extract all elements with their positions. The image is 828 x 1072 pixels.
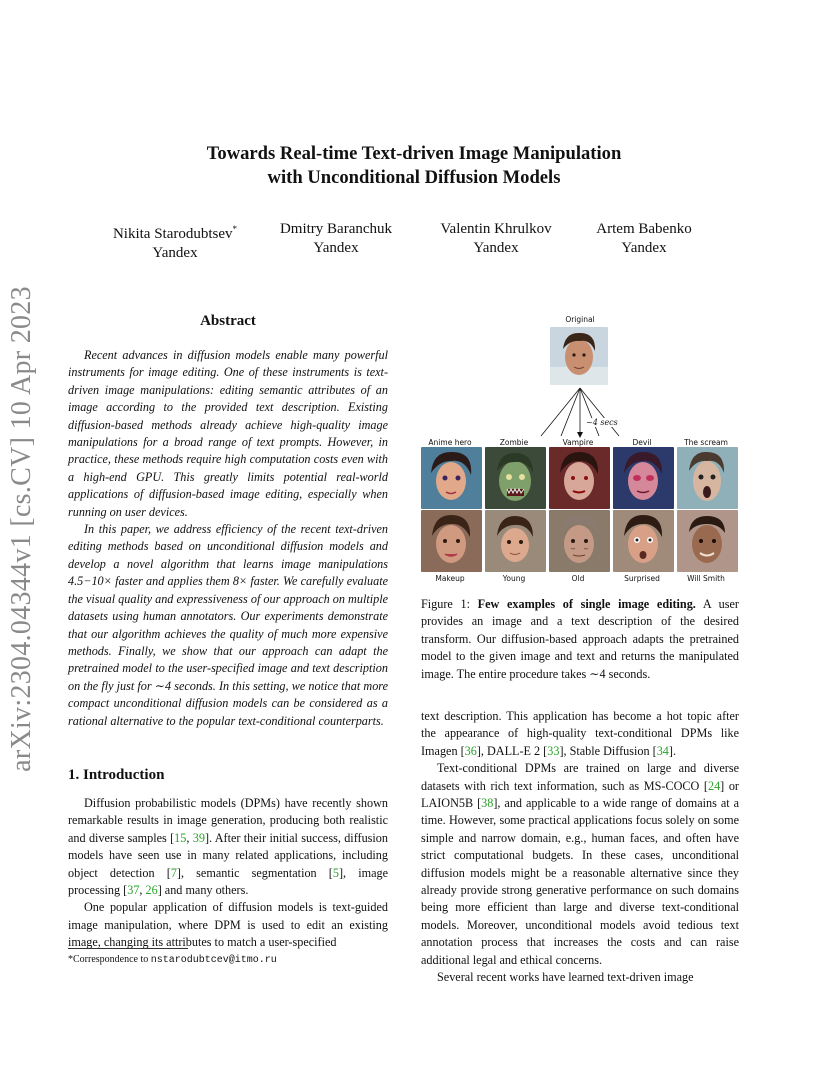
makeup-face-image: [421, 510, 482, 572]
figure-label-bottom: Old: [571, 574, 585, 583]
old-face-image: [549, 510, 610, 572]
right-column-body: [421, 708, 739, 987]
figure-label-top: The scream: [684, 438, 728, 447]
figure-label-top: Anime hero: [428, 438, 472, 447]
citation-link[interactable]: 34: [656, 743, 669, 758]
citation-link[interactable]: 37: [127, 883, 140, 898]
footnote: *Correspondence to nstarodubtcev@itmo.ru: [68, 954, 277, 966]
author-3: [426, 220, 566, 258]
figure-caption: [421, 596, 739, 683]
figure-label-bottom: Will Smith: [687, 574, 725, 583]
young-face-image: [485, 510, 546, 572]
author-1: [100, 220, 250, 263]
citation-link[interactable]: 39: [192, 830, 205, 845]
author-name: Valentin Khrulkov: [440, 221, 552, 237]
original-face-image: [550, 327, 608, 385]
figure-1: [421, 312, 739, 586]
figure-label-bottom: Surprised: [624, 574, 660, 583]
citation-link[interactable]: 33: [547, 743, 560, 758]
figure-label-top: Vampire: [562, 438, 594, 447]
vampire-face-image: [549, 447, 610, 509]
figure-label-original: Original: [565, 315, 595, 324]
caption-prefix: Figure 1:: [421, 597, 478, 611]
author-name: Artem Babenko: [596, 221, 692, 237]
abstract-paragraph-1: Recent advances in diffusion models enable many powerful instruments for image editing. One of these instruments is text-driven image manipulations: editing semantic attributes of an image according to the provided text description. Existing diffusion-based methods already achieve high-quality image manipulations for a broad range of text prompts. However, in practice, these methods require high computation costs even with a high-end GPU. This greatly limits potential real-world applications of diffusion-based image editing, especially when running on user devices.: [68, 348, 388, 519]
zombie-face-image: [485, 447, 546, 509]
figure-label-top: Devil: [632, 438, 652, 447]
introduction-body: [68, 795, 388, 952]
right-paragraph-1: text description. This application has become a hot topic after the appearance of high-quality text-conditional DPMs like Imagen [36], DALL-E 2 [33], Stable Diffusion [34].: [421, 709, 739, 758]
author-mark: *: [232, 224, 238, 234]
right-paragraph-3: Several recent works have learned text-driven image: [437, 970, 694, 985]
author-affiliation: Yandex: [313, 240, 359, 256]
title-line-2: with Unconditional Diffusion Models: [267, 167, 561, 188]
edit-arrows-icon: [531, 386, 631, 438]
intro-paragraph-2: One popular application of diffusion models is text-guided image manipulation, where DPM is used to edit an existing image, changing its attributes to match a user-specified: [68, 900, 388, 950]
footnote-email[interactable]: nstarodubtcev@itmo.ru: [150, 955, 277, 966]
section-heading-introduction: 1. Introduction: [68, 767, 165, 783]
abstract-paragraph-2: In this paper, we address efficiency of the recent text-driven editing methods based on unconditional diffusion models and develop a novel algorithm that learns image manipulations 4.5−10× faster and applies them 8× faster. We carefully evaluate the visual quality and expressiveness of our approach on multiple datasets using human annotators. Our experiments demonstrate that our algorithm achieves the quality of much more expensive methods. Finally, we show that our approach can adapt the pretrained model to the user-specified image and text description on the fly just for ∼4 seconds. In this setting, we notice that more compact unconditional diffusion models can be considered as a rational alternative to the popular text-conditional counterparts.: [68, 522, 388, 728]
will-smith-face-image: [677, 510, 738, 572]
author-affiliation: Yandex: [473, 240, 519, 256]
the-scream-face-image: [677, 447, 738, 509]
citation-link[interactable]: 15: [174, 830, 187, 845]
caption-bold: Few examples of single image editing.: [477, 597, 696, 611]
author-4: [584, 220, 704, 258]
anime-hero-face-image: [421, 447, 482, 509]
author-name: Nikita Starodubtsev: [112, 226, 233, 242]
citation-link[interactable]: 38: [481, 796, 494, 811]
time-label: ~4 secs: [586, 418, 618, 427]
footnote-rule: [68, 948, 188, 949]
abstract-body: [68, 347, 388, 730]
figure-label-bottom: Young: [502, 574, 526, 583]
author-affiliation: Yandex: [621, 240, 667, 256]
devil-face-image: [613, 447, 674, 509]
citation-link[interactable]: 26: [145, 883, 158, 898]
arxiv-identifier: arXiv:2304.04344v1 [cs.CV] 10 Apr 2023: [6, 286, 37, 772]
citation-link[interactable]: 36: [464, 743, 477, 758]
citation-link[interactable]: 24: [707, 778, 721, 793]
author-name: Dmitry Baranchuk: [279, 221, 393, 237]
citation-link[interactable]: 5: [332, 865, 339, 880]
abstract-heading: Abstract: [200, 313, 256, 329]
figure-label-top: Zombie: [499, 438, 529, 447]
title-line-1: Towards Real-time Text-driven Image Manipulation: [206, 143, 622, 164]
author-2: [268, 220, 404, 258]
citation-link[interactable]: 7: [170, 865, 177, 880]
figure-label-bottom: Makeup: [435, 574, 465, 583]
author-affiliation: Yandex: [152, 245, 198, 261]
caption-text: A user provides an image and a text description of the desired transform. Our diffusion-based approach adapts the pretrained model to the given image and text and returns the manipulated image. The entire procedure takes ∼4 seconds.: [421, 597, 739, 681]
intro-paragraph-1: Diffusion probabilistic models (DPMs) have recently shown remarkable results in image generation, producing both realistic and diverse samples [15, 39]. After their initial success, diffusion models have seen use in many related applications, including object detection [7], semantic segmentation [5], image processing [37, 26] and many others.: [68, 796, 388, 898]
paper-title: [120, 142, 708, 190]
right-paragraph-2: Text-conditional DPMs are trained on large and diverse datasets with rich text information, such as MS-COCO [24] or LAION5B [38], and applicable to a wide range of domains at a time. However, some practical applications focus solely on some simple and narrow domain, e.g., human faces, and often have strict computational budgets. In these cases, unconditional diffusion models might be a reasonable alternative since they already provide strong generative performance on such domains being more efficient than large and diverse text-conditional models. Moreover, unconditional models avoid tedious text annotation process that increases the costs and can raise additional legal and ethical concerns.: [421, 761, 739, 967]
surprised-face-image: [613, 510, 674, 572]
